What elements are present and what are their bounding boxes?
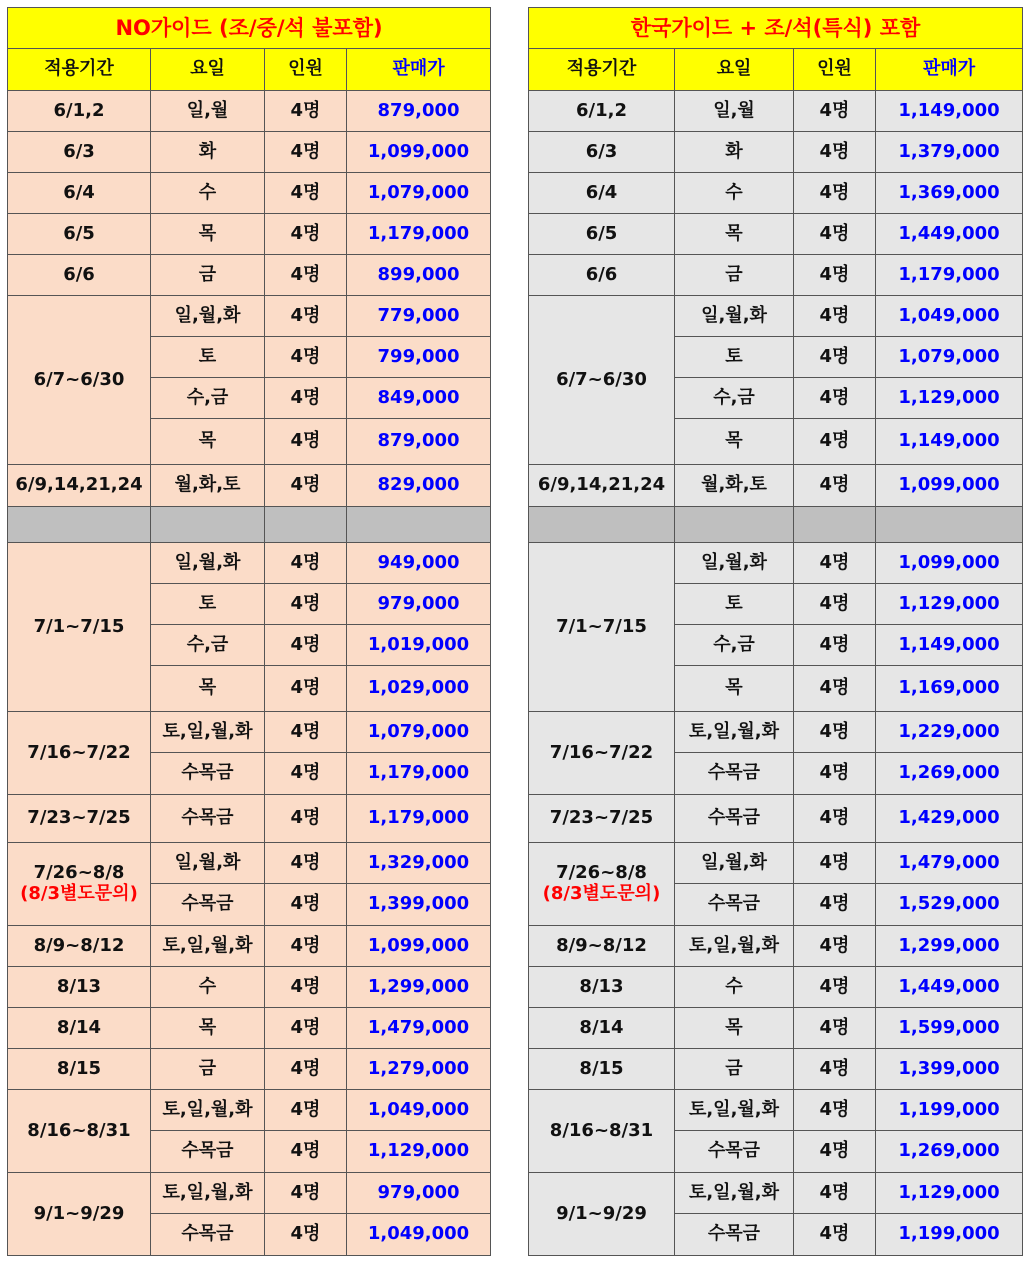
people-cell: 4명 xyxy=(794,91,876,132)
price-cell: 1,199,000 xyxy=(876,1090,1023,1131)
day-cell: 토 xyxy=(151,584,265,625)
spacer-cell xyxy=(794,507,876,543)
day-cell: 수목금 xyxy=(675,1131,794,1173)
price-cell: 1,299,000 xyxy=(347,967,491,1008)
people-cell: 4명 xyxy=(265,584,347,625)
period-cell: 7/16~7/22 xyxy=(8,712,151,795)
day-cell: 목 xyxy=(151,214,265,255)
day-cell: 일,월,화 xyxy=(151,296,265,337)
day-cell: 목 xyxy=(151,1008,265,1049)
price-cell: 1,049,000 xyxy=(876,296,1023,337)
price-cell: 1,099,000 xyxy=(876,543,1023,584)
price-cell: 979,000 xyxy=(347,1173,491,1214)
price-cell: 1,179,000 xyxy=(347,795,491,843)
day-cell: 수,금 xyxy=(675,625,794,666)
day-cell: 토,일,월,화 xyxy=(675,712,794,753)
price-cell: 1,329,000 xyxy=(347,843,491,884)
people-cell: 4명 xyxy=(794,795,876,843)
day-cell: 목 xyxy=(675,214,794,255)
people-cell: 4명 xyxy=(265,296,347,337)
price-cell: 1,429,000 xyxy=(876,795,1023,843)
day-cell: 일,월,화 xyxy=(151,843,265,884)
price-cell: 879,000 xyxy=(347,419,491,465)
price-cell: 1,449,000 xyxy=(876,214,1023,255)
period-cell: 8/14 xyxy=(529,1008,675,1049)
day-cell: 금 xyxy=(675,1049,794,1090)
day-cell: 수목금 xyxy=(151,753,265,795)
period-cell: 8/16~8/31 xyxy=(529,1090,675,1173)
day-cell: 토,일,월,화 xyxy=(675,1173,794,1214)
people-cell: 4명 xyxy=(794,1008,876,1049)
people-cell: 4명 xyxy=(794,465,876,507)
price-cell: 1,169,000 xyxy=(876,666,1023,712)
price-cell: 1,099,000 xyxy=(876,465,1023,507)
price-cell: 1,179,000 xyxy=(347,753,491,795)
price-cell: 949,000 xyxy=(347,543,491,584)
price-cell: 779,000 xyxy=(347,296,491,337)
people-cell: 4명 xyxy=(265,625,347,666)
header-price: 판매가 xyxy=(347,49,491,91)
spacer-cell xyxy=(876,507,1023,543)
day-cell: 금 xyxy=(151,1049,265,1090)
price-cell: 849,000 xyxy=(347,378,491,419)
header-price: 판매가 xyxy=(876,49,1023,91)
period-cell: 7/1~7/15 xyxy=(8,543,151,712)
price-cell: 1,379,000 xyxy=(876,132,1023,173)
day-cell: 수목금 xyxy=(151,884,265,926)
day-cell: 수목금 xyxy=(675,1214,794,1256)
day-cell: 수목금 xyxy=(151,1214,265,1256)
people-cell: 4명 xyxy=(794,753,876,795)
period-cell: 8/15 xyxy=(529,1049,675,1090)
day-cell: 화 xyxy=(675,132,794,173)
header-day: 요일 xyxy=(151,49,265,91)
period-cell: 7/1~7/15 xyxy=(529,543,675,712)
day-cell: 수 xyxy=(151,173,265,214)
people-cell: 4명 xyxy=(794,419,876,465)
day-cell: 목 xyxy=(675,1008,794,1049)
day-cell: 목 xyxy=(151,419,265,465)
day-cell: 월,화,토 xyxy=(151,465,265,507)
price-cell: 1,019,000 xyxy=(347,625,491,666)
inquiry-note: (8/3별도문의) xyxy=(542,883,661,904)
table-title: NO가이드 (조/중/석 불포함) xyxy=(8,8,491,49)
spacer-cell xyxy=(529,507,675,543)
price-cell: 1,129,000 xyxy=(876,1173,1023,1214)
people-cell: 4명 xyxy=(794,625,876,666)
day-cell: 수목금 xyxy=(151,795,265,843)
price-cell: 1,129,000 xyxy=(876,378,1023,419)
people-cell: 4명 xyxy=(794,884,876,926)
day-cell: 금 xyxy=(675,255,794,296)
day-cell: 목 xyxy=(151,666,265,712)
people-cell: 4명 xyxy=(265,255,347,296)
people-cell: 4명 xyxy=(794,543,876,584)
day-cell: 토 xyxy=(675,584,794,625)
price-cell: 979,000 xyxy=(347,584,491,625)
price-cell: 1,149,000 xyxy=(876,625,1023,666)
people-cell: 4명 xyxy=(794,378,876,419)
price-cell: 1,229,000 xyxy=(876,712,1023,753)
price-cell: 1,079,000 xyxy=(347,173,491,214)
price-cell: 1,479,000 xyxy=(347,1008,491,1049)
price-cell: 1,029,000 xyxy=(347,666,491,712)
people-cell: 4명 xyxy=(265,753,347,795)
people-cell: 4명 xyxy=(265,214,347,255)
price-cell: 1,129,000 xyxy=(347,1131,491,1173)
period-cell: 6/5 xyxy=(529,214,675,255)
people-cell: 4명 xyxy=(265,666,347,712)
people-cell: 4명 xyxy=(265,132,347,173)
price-cell: 1,079,000 xyxy=(347,712,491,753)
day-cell: 수,금 xyxy=(675,378,794,419)
period-text: 7/26~8/8 xyxy=(556,862,647,884)
people-cell: 4명 xyxy=(265,1214,347,1256)
day-cell: 토,일,월,화 xyxy=(151,712,265,753)
price-table-no-guide xyxy=(7,7,491,1256)
day-cell: 토 xyxy=(675,337,794,378)
spacer-cell xyxy=(8,507,151,543)
people-cell: 4명 xyxy=(794,173,876,214)
period-cell: 8/13 xyxy=(8,967,151,1008)
people-cell: 4명 xyxy=(265,1173,347,1214)
day-cell: 수목금 xyxy=(675,753,794,795)
price-cell: 1,399,000 xyxy=(347,884,491,926)
day-cell: 목 xyxy=(675,666,794,712)
price-cell: 1,149,000 xyxy=(876,419,1023,465)
period-cell: 8/9~8/12 xyxy=(529,926,675,967)
period-cell: 6/1,2 xyxy=(8,91,151,132)
day-cell: 토,일,월,화 xyxy=(151,1090,265,1131)
day-cell: 일,월,화 xyxy=(675,296,794,337)
people-cell: 4명 xyxy=(265,967,347,1008)
period-cell: 6/3 xyxy=(529,132,675,173)
price-cell: 1,099,000 xyxy=(347,132,491,173)
period-cell: 8/14 xyxy=(8,1008,151,1049)
header-people: 인원 xyxy=(794,49,876,91)
people-cell: 4명 xyxy=(265,337,347,378)
period-cell: 7/16~7/22 xyxy=(529,712,675,795)
people-cell: 4명 xyxy=(265,543,347,584)
people-cell: 4명 xyxy=(794,296,876,337)
table-title: 한국가이드 + 조/석(특식) 포함 xyxy=(529,8,1023,49)
people-cell: 4명 xyxy=(265,884,347,926)
header-day: 요일 xyxy=(675,49,794,91)
price-cell: 1,399,000 xyxy=(876,1049,1023,1090)
day-cell: 수,금 xyxy=(151,625,265,666)
people-cell: 4명 xyxy=(265,926,347,967)
period-cell: 8/9~8/12 xyxy=(8,926,151,967)
price-cell: 1,099,000 xyxy=(347,926,491,967)
people-cell: 4명 xyxy=(265,465,347,507)
people-cell: 4명 xyxy=(794,843,876,884)
price-cell: 1,369,000 xyxy=(876,173,1023,214)
people-cell: 4명 xyxy=(265,1008,347,1049)
people-cell: 4명 xyxy=(794,1131,876,1173)
price-cell: 1,179,000 xyxy=(876,255,1023,296)
inquiry-note: (8/3별도문의) xyxy=(20,883,138,904)
day-cell: 일,월,화 xyxy=(675,543,794,584)
people-cell: 4명 xyxy=(265,1090,347,1131)
people-cell: 4명 xyxy=(794,1090,876,1131)
day-cell: 일,월 xyxy=(151,91,265,132)
people-cell: 4명 xyxy=(265,1131,347,1173)
people-cell: 4명 xyxy=(265,843,347,884)
day-cell: 수 xyxy=(151,967,265,1008)
people-cell: 4명 xyxy=(265,795,347,843)
period-cell: 6/9,14,21,24 xyxy=(529,465,675,507)
day-cell: 수목금 xyxy=(675,884,794,926)
price-cell: 899,000 xyxy=(347,255,491,296)
period-cell: 6/7~6/30 xyxy=(8,296,151,465)
people-cell: 4명 xyxy=(794,214,876,255)
people-cell: 4명 xyxy=(265,419,347,465)
price-cell: 1,049,000 xyxy=(347,1214,491,1256)
header-period: 적용기간 xyxy=(8,49,151,91)
people-cell: 4명 xyxy=(794,1173,876,1214)
day-cell: 일,월,화 xyxy=(151,543,265,584)
people-cell: 4명 xyxy=(794,255,876,296)
day-cell: 목 xyxy=(675,419,794,465)
period-cell: 6/5 xyxy=(8,214,151,255)
price-cell: 1,269,000 xyxy=(876,753,1023,795)
day-cell: 일,월,화 xyxy=(675,843,794,884)
people-cell: 4명 xyxy=(794,584,876,625)
day-cell: 화 xyxy=(151,132,265,173)
price-cell: 1,599,000 xyxy=(876,1008,1023,1049)
spacer-cell xyxy=(347,507,491,543)
period-cell: 7/23~7/25 xyxy=(8,795,151,843)
people-cell: 4명 xyxy=(794,1049,876,1090)
period-cell xyxy=(8,843,151,926)
day-cell: 월,화,토 xyxy=(675,465,794,507)
period-cell: 8/16~8/31 xyxy=(8,1090,151,1173)
period-cell xyxy=(529,843,675,926)
period-cell: 7/23~7/25 xyxy=(529,795,675,843)
people-cell: 4명 xyxy=(794,337,876,378)
period-cell: 6/4 xyxy=(8,173,151,214)
price-cell: 1,149,000 xyxy=(876,91,1023,132)
period-cell: 6/3 xyxy=(8,132,151,173)
price-cell: 1,199,000 xyxy=(876,1214,1023,1256)
day-cell: 수목금 xyxy=(151,1131,265,1173)
price-table-korean-guide xyxy=(528,7,1023,1256)
people-cell: 4명 xyxy=(794,967,876,1008)
price-cell: 1,079,000 xyxy=(876,337,1023,378)
people-cell: 4명 xyxy=(265,378,347,419)
day-cell: 수목금 xyxy=(675,795,794,843)
day-cell: 수,금 xyxy=(151,378,265,419)
people-cell: 4명 xyxy=(794,712,876,753)
period-cell: 9/1~9/29 xyxy=(529,1173,675,1256)
day-cell: 토,일,월,화 xyxy=(675,1090,794,1131)
period-cell: 8/15 xyxy=(8,1049,151,1090)
period-cell: 6/4 xyxy=(529,173,675,214)
people-cell: 4명 xyxy=(794,666,876,712)
price-cell: 1,529,000 xyxy=(876,884,1023,926)
period-cell: 6/7~6/30 xyxy=(529,296,675,465)
price-cell: 1,129,000 xyxy=(876,584,1023,625)
spacer-cell xyxy=(151,507,265,543)
day-cell: 수 xyxy=(675,173,794,214)
price-cell: 1,299,000 xyxy=(876,926,1023,967)
price-cell: 1,269,000 xyxy=(876,1131,1023,1173)
price-cell: 1,179,000 xyxy=(347,214,491,255)
period-cell: 6/1,2 xyxy=(529,91,675,132)
price-cell: 1,479,000 xyxy=(876,843,1023,884)
header-people: 인원 xyxy=(265,49,347,91)
price-cell: 1,049,000 xyxy=(347,1090,491,1131)
period-cell: 8/13 xyxy=(529,967,675,1008)
price-cell: 1,449,000 xyxy=(876,967,1023,1008)
people-cell: 4명 xyxy=(265,91,347,132)
people-cell: 4명 xyxy=(265,712,347,753)
day-cell: 토,일,월,화 xyxy=(151,926,265,967)
people-cell: 4명 xyxy=(794,1214,876,1256)
spacer-cell xyxy=(265,507,347,543)
people-cell: 4명 xyxy=(265,173,347,214)
period-cell: 6/6 xyxy=(529,255,675,296)
period-cell: 9/1~9/29 xyxy=(8,1173,151,1256)
people-cell: 4명 xyxy=(794,926,876,967)
period-text: 7/26~8/8 xyxy=(33,862,125,884)
day-cell: 토,일,월,화 xyxy=(151,1173,265,1214)
day-cell: 수 xyxy=(675,967,794,1008)
day-cell: 토,일,월,화 xyxy=(675,926,794,967)
period-cell: 6/6 xyxy=(8,255,151,296)
day-cell: 금 xyxy=(151,255,265,296)
header-period: 적용기간 xyxy=(529,49,675,91)
price-cell: 799,000 xyxy=(347,337,491,378)
price-cell: 829,000 xyxy=(347,465,491,507)
people-cell: 4명 xyxy=(265,1049,347,1090)
day-cell: 토 xyxy=(151,337,265,378)
day-cell: 일,월 xyxy=(675,91,794,132)
spacer-cell xyxy=(675,507,794,543)
period-cell: 6/9,14,21,24 xyxy=(8,465,151,507)
price-cell: 879,000 xyxy=(347,91,491,132)
people-cell: 4명 xyxy=(794,132,876,173)
price-cell: 1,279,000 xyxy=(347,1049,491,1090)
